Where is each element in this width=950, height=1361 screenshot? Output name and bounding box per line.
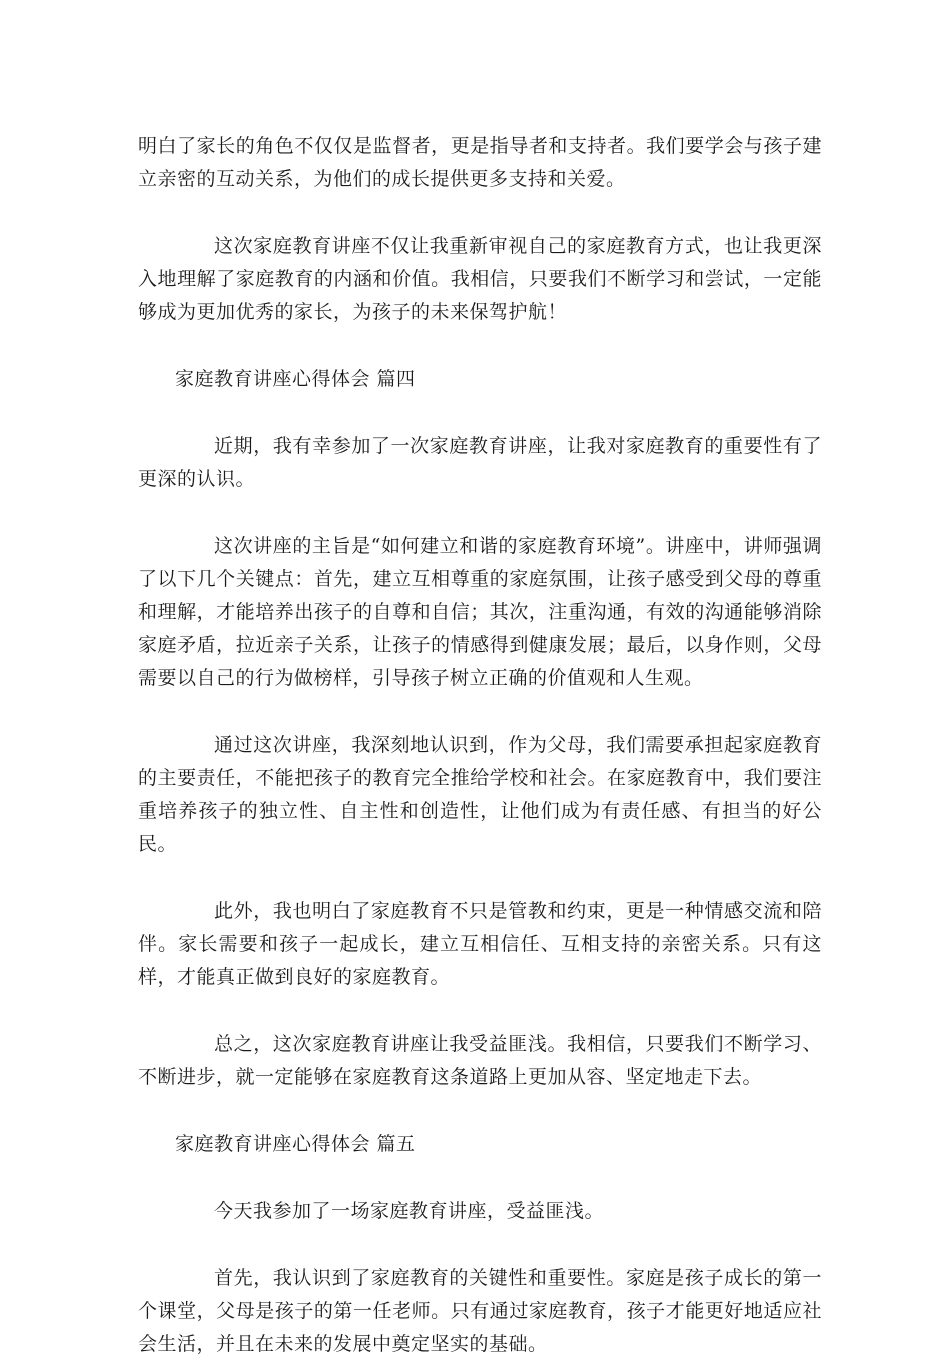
paragraph: 总之，这次家庭教育讲座让我受益匪浅。我相信，只要我们不断学习、不断进步，就一定能够在家庭教育这条道路上更加从容、坚定地走下去。 [138, 1033, 822, 1088]
section-heading: 家庭教育讲座心得体会 篇四 [175, 368, 416, 390]
paragraph: 这次家庭教育讲座不仅让我重新审视自己的家庭教育方式，也让我更深入地理解了家庭教育的内涵和价值。我相信，只要我们不断学习和尝试，一定能够成为更加优秀的家长，为孩子的未来保驾护航！ [138, 235, 822, 323]
document-page [138, 130, 822, 1361]
paragraph: 明白了家长的角色不仅仅是监督者，更是指导者和支持者。我们要学会与孩子建立亲密的互动关系，为他们的成长提供更多支持和关爱。 [138, 135, 822, 190]
paragraph: 此外，我也明白了家庭教育不只是管教和约束，更是一种情感交流和陪伴。家长需要和孩子一起成长，建立互相信任、互相支持的亲密关系。只有这样，才能真正做到良好的家庭教育。 [138, 900, 822, 988]
paragraph: 通过这次讲座，我深刻地认识到，作为父母，我们需要承担起家庭教育的主要责任，不能把孩子的教育完全推给学校和社会。在家庭教育中，我们要注重培养孩子的独立性、自主性和创造性，让他们成为有责任感、有担当的好公民。 [138, 734, 822, 855]
paragraph: 这次讲座的主旨是“如何建立和谐的家庭教育环境”。讲座中，讲师强调了以下几个关键点：首先，建立互相尊重的家庭氛围，让孩子感受到父母的尊重和理解，才能培养出孩子的自尊和自信；其次，注重沟通，有效的沟通能够消除家庭矛盾，拉近亲子关系，让孩子的情感得到健康发展；最后，以身作则，父母需要以自己的行为做榜样，引导孩子树立正确的价值观和人生观。 [138, 535, 822, 689]
paragraph: 今天我参加了一场家庭教育讲座，受益匪浅。 [214, 1200, 605, 1222]
paragraph: 首先，我认识到了家庭教育的关键性和重要性。家庭是孩子成长的第一个课堂，父母是孩子的第一任老师。只有通过家庭教育，孩子才能更好地适应社会生活，并且在未来的发展中奠定坚实的基础。 [138, 1267, 822, 1355]
paragraph: 近期，我有幸参加了一次家庭教育讲座，让我对家庭教育的重要性有了更深的认识。 [138, 435, 822, 490]
section-heading: 家庭教育讲座心得体会 篇五 [175, 1133, 416, 1155]
